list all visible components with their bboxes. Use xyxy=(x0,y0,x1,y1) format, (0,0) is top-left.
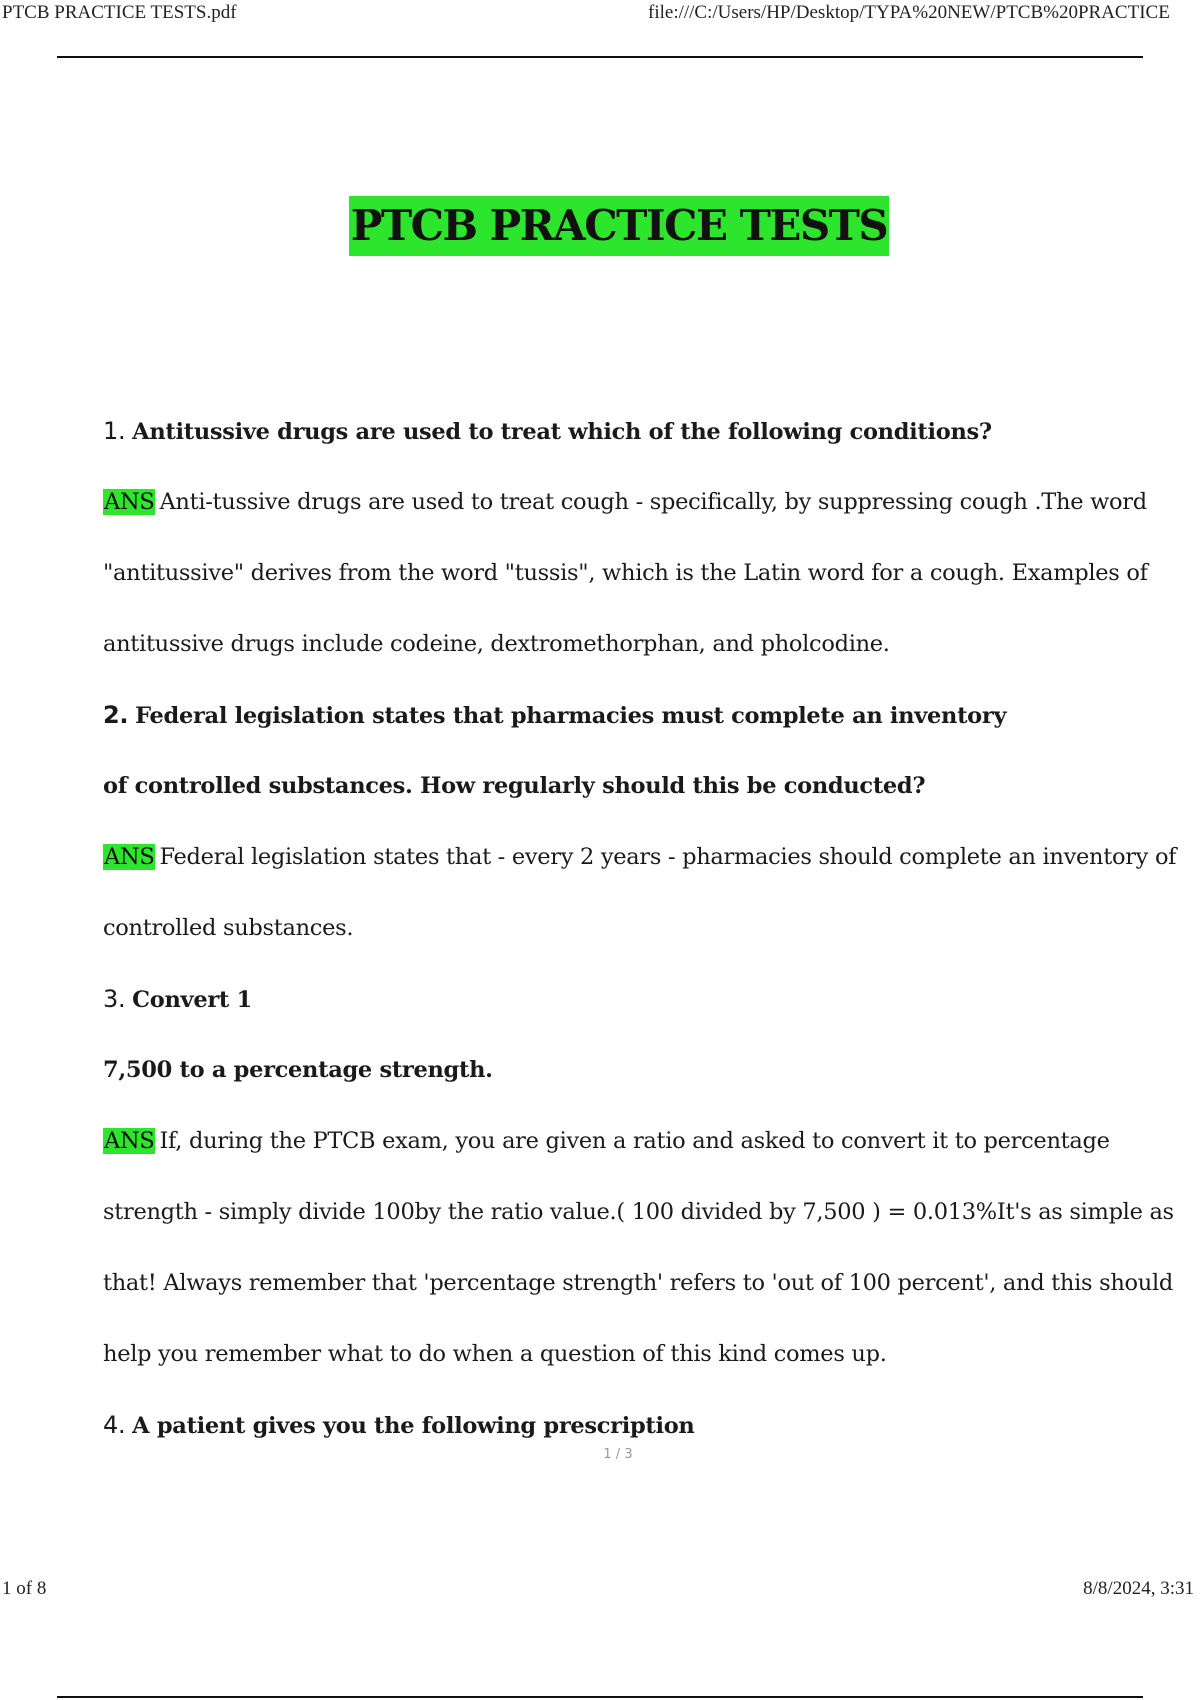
answer-3-line-4 xyxy=(103,1319,1143,1390)
question-list xyxy=(103,396,1177,1461)
question-2 xyxy=(103,680,1143,751)
question-text: A patient gives you the following prescription xyxy=(132,1413,695,1439)
answer-text: strength - simply divide 100by the ratio value.( 100 divided by 7,500 ) = 0.013%It's as simple as xyxy=(103,1199,1174,1225)
answer-text: antitussive drugs include codeine, dextromethorphan, and pholcodine. xyxy=(103,631,890,657)
ans-label: ANS xyxy=(104,1128,155,1154)
answer-1-line-3 xyxy=(103,609,1143,680)
ans-label: ANS xyxy=(104,489,155,515)
question-number: 1. xyxy=(103,417,126,445)
answer-text: "antitussive" derives from the word "tussis", which is the Latin word for a cough. Examples of xyxy=(103,560,1148,586)
title-container xyxy=(0,196,1200,256)
question-text: Convert 1 xyxy=(132,987,252,1013)
question-number: 2. xyxy=(103,701,129,729)
answer-text: controlled substances. xyxy=(103,915,354,941)
answer-3-line-1 xyxy=(103,1106,1143,1177)
answer-text: that! Always remember that 'percentage strength' refers to 'out of 100 percent', and this should xyxy=(103,1270,1173,1296)
answer-3-line-2 xyxy=(103,1177,1174,1248)
ans-label: ANS xyxy=(104,844,155,870)
answer-1-line-1 xyxy=(103,467,1147,538)
question-3 xyxy=(103,964,1143,1035)
answer-text: If, during the PTCB exam, you are given a ratio and asked to convert it to percentage xyxy=(159,1128,1110,1154)
answer-2-line-1 xyxy=(103,822,1177,893)
answer-text: Anti-tussive drugs are used to treat cough - specifically, by suppressing cough .The word xyxy=(159,489,1147,515)
page-indicator: 1 / 3 xyxy=(603,1447,633,1462)
answer-text: help you remember what to do when a question of this kind comes up. xyxy=(103,1341,887,1367)
answer-text: Federal legislation states that - every 2 years - pharmacies should complete an inventory of xyxy=(159,844,1177,870)
print-footer-page-count: 1 of 8 xyxy=(2,1578,47,1599)
header-divider xyxy=(57,56,1143,58)
question-text: Antitussive drugs are used to treat which of the following conditions? xyxy=(132,419,992,445)
question-number: 3. xyxy=(103,985,126,1013)
question-2-line-2 xyxy=(103,751,1143,822)
question-3-line-2 xyxy=(103,1035,1143,1106)
print-header-doc-name: PTCB PRACTICE TESTS.pdf xyxy=(2,2,237,23)
print-header-file-path: file:///C:/Users/HP/Desktop/TYPA%20NEW/PTCB%20PRACTICE xyxy=(648,2,1170,23)
question-text: of controlled substances. How regularly should this be conducted? xyxy=(103,773,926,799)
question-number: 4. xyxy=(103,1411,126,1439)
question-1 xyxy=(103,396,1143,467)
question-text: Federal legislation states that pharmacies must complete an inventory xyxy=(135,703,1007,729)
question-text: 7,500 to a percentage strength. xyxy=(103,1057,493,1083)
answer-2-line-2 xyxy=(103,893,1143,964)
page-title: PTCB PRACTICE TESTS xyxy=(349,196,890,256)
answer-1-line-2 xyxy=(103,538,1148,609)
print-footer-datetime: 8/8/2024, 3:31 xyxy=(1083,1578,1194,1599)
footer-divider xyxy=(57,1696,1143,1698)
answer-3-line-3 xyxy=(103,1248,1173,1319)
